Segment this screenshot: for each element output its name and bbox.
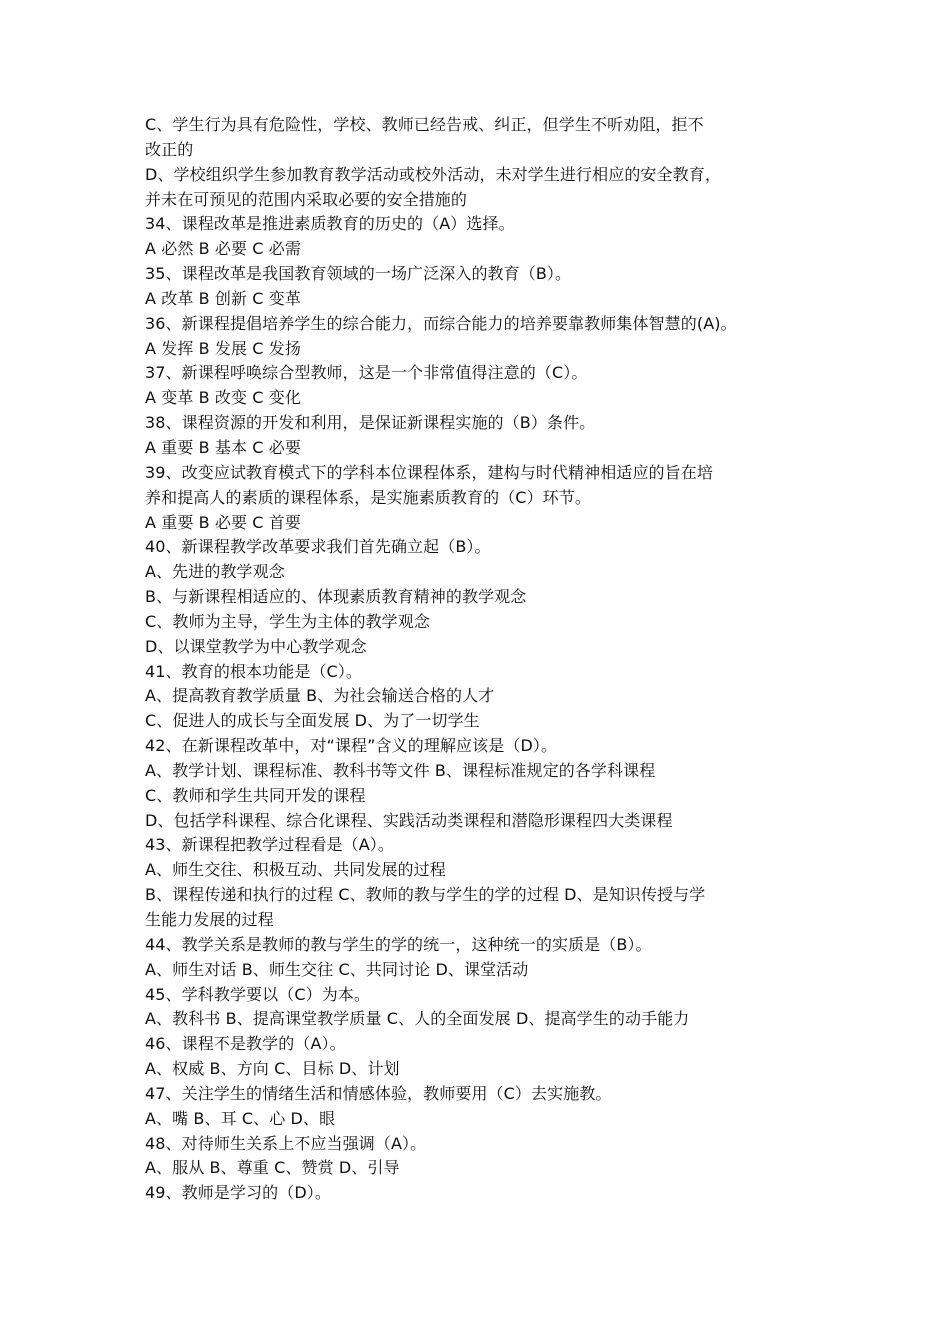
question-35: 35、课程改革是我国教育领域的一场广泛深入的教育（B）。 <box>145 264 572 284</box>
options-41-cd: C、促进人的成长与全面发展 D、为了一切学生 <box>145 711 480 731</box>
options-42-ab: A、教学计划、课程标准、教科书等文件 B、课程标准规定的各学科课程 <box>145 760 656 780</box>
option-43-a: A、师生交往、积极互动、共同发展的过程 <box>145 860 446 880</box>
question-38: 38、课程资源的开发和利用，是保证新课程实施的（B）条件。 <box>145 413 596 433</box>
question-46: 46、课程不是教学的（A）。 <box>145 1034 346 1054</box>
document-body <box>145 113 825 1206</box>
text-line: D、学校组织学生参加教育教学活动或校外活动，未对学生进行相应的安全教育， <box>145 164 721 184</box>
options-43-bcd: B、课程传递和执行的过程 C、教师的教与学生的学的过程 D、是知识传授与学 <box>145 885 706 905</box>
options-46: A、权威 B、方向 C、目标 D、计划 <box>145 1059 400 1079</box>
question-39-cont: 养和提高人的素质的课程体系，是实施素质教育的（C）环节。 <box>145 487 591 507</box>
option-40-b: B、与新课程相适应的、体现素质教育精神的教学观念 <box>145 587 527 607</box>
question-44: 44、教学关系是教师的教与学生的学的统一，这种统一的实质是（B）。 <box>145 934 652 954</box>
question-45: 45、学科教学要以（C）为本。 <box>145 984 371 1004</box>
option-40-d: D、以课堂教学为中心教学观念 <box>145 636 367 656</box>
options-35: A 改革 B 创新 C 变革 <box>145 288 301 308</box>
options-36: A 发挥 B 发展 C 发扬 <box>145 338 301 358</box>
options-48: A、服从 B、尊重 C、赞赏 D、引导 <box>145 1158 400 1178</box>
option-40-c: C、教师为主导，学生为主体的教学观念 <box>145 611 430 631</box>
question-47: 47、关注学生的情绪生活和情感体验，教师要用（C）去实施教。 <box>145 1083 612 1103</box>
options-34: A 必然 B 必要 C 必需 <box>145 239 301 259</box>
options-43-cont: 生能力发展的过程 <box>145 910 274 929</box>
options-39: A 重要 B 必要 C 首要 <box>145 512 301 532</box>
options-44: A、师生对话 B、师生交往 C、共同讨论 D、课堂活动 <box>145 959 529 979</box>
options-47: A、嘴 B、耳 C、心 D、眼 <box>145 1108 336 1128</box>
text-line: 并未在可预见的范围内采取必要的安全措施的 <box>145 189 468 209</box>
question-36: 36、新课程提倡培养学生的综合能力，而综合能力的培养要靠教师集体智慧的(A)。 <box>145 313 737 333</box>
options-45: A、教科书 B、提高课堂教学质量 C、人的全面发展 D、提高学生的动手能力 <box>145 1009 690 1029</box>
question-43: 43、新课程把教学过程看是（A）。 <box>145 835 395 855</box>
question-34: 34、课程改革是推进素质教育的历史的（A）选择。 <box>145 214 515 234</box>
question-37: 37、新课程呼唤综合型教师，这是一个非常值得注意的（C）。 <box>145 363 588 383</box>
question-39: 39、改变应试教育模式下的学科本位课程体系，建构与时代精神相适应的旨在培 <box>145 462 713 482</box>
options-38: A 重要 B 基本 C 必要 <box>145 437 301 457</box>
text-line: 改正的 <box>145 139 194 159</box>
question-41: 41、教育的根本功能是（C）。 <box>145 661 363 681</box>
question-42: 42、在新课程改革中，对“课程”含义的理解应该是（D）。 <box>145 736 558 756</box>
question-40: 40、新课程教学改革要求我们首先确立起（B）。 <box>145 537 491 557</box>
options-37: A 变革 B 改变 C 变化 <box>145 388 301 408</box>
option-42-c: C、教师和学生共同开发的课程 <box>145 785 366 805</box>
question-49: 49、教师是学习的（D）。 <box>145 1183 331 1203</box>
text-line: C、学生行为具有危险性，学校、教师已经告戒、纠正，但学生不听劝阻，拒不 <box>145 115 704 134</box>
question-48: 48、对待师生关系上不应当强调（A）。 <box>145 1133 427 1153</box>
options-41-ab: A、提高教育教学质量 B、为社会输送合格的人才 <box>145 686 495 706</box>
option-42-d: D、包括学科课程、综合化课程、实践活动类课程和潜隐形课程四大类课程 <box>145 810 673 830</box>
option-40-a: A、先进的教学观念 <box>145 562 285 582</box>
